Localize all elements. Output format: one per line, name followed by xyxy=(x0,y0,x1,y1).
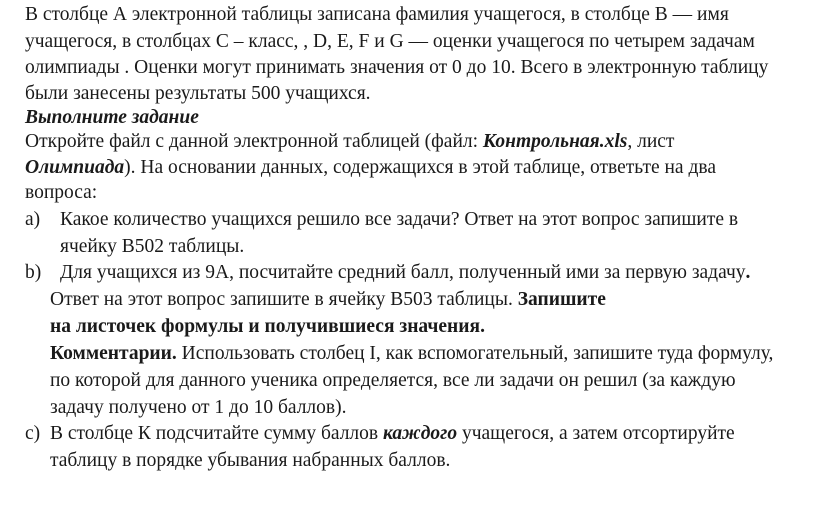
item-c-line-2: таблицу в порядке убывания набранных баллов. xyxy=(50,450,451,471)
item-b-line-2-bold: Запишите xyxy=(517,289,606,310)
intro-line-2: учащегося, в столбцах С – класс, , D, E, F и G — оценки учащегося по четырем задачам xyxy=(25,31,755,52)
intro-line-1: В столбце А электронной таблицы записана фамилия учащегося, в столбце В — имя xyxy=(25,4,729,25)
item-c-line-1 xyxy=(50,422,735,446)
item-b-line-2 xyxy=(50,288,606,312)
item-b-line-3: на листочек формулы и получившиеся значения. xyxy=(50,316,485,337)
intro-line-4: были занесены результаты 500 учащихся. xyxy=(25,83,371,104)
open-file-mid: , лист xyxy=(627,131,675,152)
item-a-line-2: ячейку В502 таблицы. xyxy=(60,236,245,257)
open-file-post: ). На основании данных, содержащихся в этой таблице, ответьте на два xyxy=(124,157,716,178)
open-file-line-1 xyxy=(25,130,674,154)
item-b-line-1 xyxy=(60,261,750,285)
comment-text-1: Использовать столбец I, как вспомогательный, запишите туда формулу, xyxy=(176,343,774,364)
item-c-marker: c) xyxy=(25,423,41,444)
task-heading: Выполните задание xyxy=(25,107,199,128)
item-b-line-2-text: Ответ на этот вопрос запишите в ячейку В503 таблицы. xyxy=(50,289,518,310)
sheet-name: Олимпиада xyxy=(25,157,125,178)
item-a-line-1: Какое количество учащихся решило все задачи? Ответ на этот вопрос запишите в xyxy=(60,209,739,230)
item-c-line-1-bold: каждого xyxy=(383,423,458,444)
item-b-comment-line-1 xyxy=(50,342,773,366)
intro-line-3: олимпиады . Оценки могут принимать значения от 0 до 10. Всего в электронную таблицу xyxy=(25,57,769,78)
item-b-comment-line-2: по которой для данного ученика определяется, все ли задачи он решил (за каждую xyxy=(50,370,736,391)
file-name: Контрольная.xls xyxy=(482,131,628,152)
item-b-line-1-dot: . xyxy=(745,262,751,283)
open-file-pre: Откройте файл с данной электронной таблицей (файл: xyxy=(25,131,483,152)
open-file-line-3: вопроса: xyxy=(25,182,98,203)
item-a-marker: a) xyxy=(25,209,41,230)
item-c-line-1-pre: В столбце К подсчитайте сумму баллов xyxy=(50,423,383,444)
comment-label: Комментарии. xyxy=(50,343,177,364)
open-file-line-2 xyxy=(25,156,716,180)
item-c-line-1-post: учащегося, а затем отсортируйте xyxy=(457,423,735,444)
item-b-line-1-text: Для учащихся из 9А, посчитайте средний балл, полученный ими за первую задачу xyxy=(60,262,746,283)
item-b-marker: b) xyxy=(25,262,42,283)
item-b-comment-line-3: задачу получено от 1 до 10 баллов). xyxy=(50,397,347,418)
